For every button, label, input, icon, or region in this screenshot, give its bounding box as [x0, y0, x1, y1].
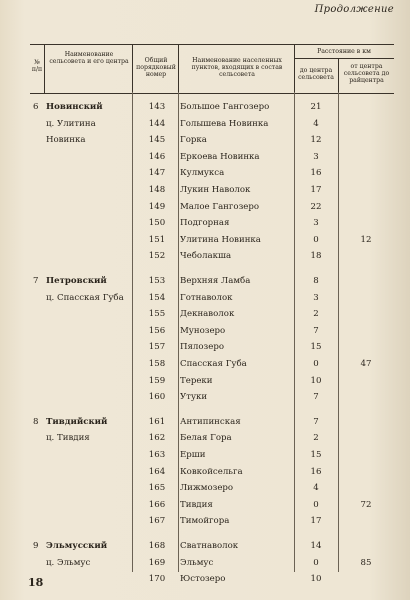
place-name: Антипинская	[180, 416, 241, 427]
table-row	[0, 100, 410, 117]
distance-to-center: 7	[313, 392, 319, 403]
place-name: Тимойгора	[180, 516, 230, 527]
table-row	[0, 324, 410, 341]
place-name: Горка	[180, 135, 207, 146]
table-row	[0, 117, 410, 134]
place-name: Белая Гора	[180, 433, 232, 444]
council-name: Тивдийский	[46, 416, 108, 427]
place-name: Эльмус	[180, 557, 214, 568]
distance-to-center: 14	[310, 541, 322, 551]
serial-number: 148	[148, 185, 166, 195]
place-name: Мунозеро	[180, 325, 226, 336]
place-name: Пялозеро	[180, 342, 224, 353]
distance-to-center: 3	[313, 292, 319, 303]
serial-number: 149	[148, 201, 166, 212]
place-name: Юстозеро	[180, 574, 226, 585]
header-no: № п/п	[31, 59, 43, 73]
distance-to-center: 4	[313, 483, 319, 494]
distance-to-center: 4	[313, 118, 319, 129]
serial-number: 161	[148, 416, 166, 427]
place-name: Малое Гангозеро	[180, 201, 260, 212]
distance-to-center: 10	[310, 574, 322, 585]
distance-to-center: 15	[310, 450, 322, 460]
header-to-center: до центра сельсовета	[298, 67, 334, 81]
header-serial: Общий порядковый номер	[136, 57, 176, 78]
distance-to-center: 17	[310, 185, 322, 195]
place-name: Тивдия	[180, 499, 213, 510]
serial-number: 159	[148, 375, 166, 386]
table-row	[0, 274, 410, 291]
serial-number: 156	[148, 325, 166, 336]
row-number: 6	[33, 102, 39, 112]
distance-to-center: 3	[313, 151, 319, 162]
table-row	[0, 183, 410, 200]
serial-number: 165	[148, 483, 166, 494]
table-row	[0, 481, 410, 498]
serial-number: 151	[148, 234, 166, 245]
table-row	[0, 556, 410, 573]
header-distance: Расстояние в км	[317, 48, 371, 55]
table-row	[0, 465, 410, 482]
serial-number: 163	[148, 450, 166, 460]
table-row	[0, 166, 410, 183]
table-row	[0, 233, 410, 250]
council-center: ц. Эльмус	[46, 557, 91, 568]
distance-to-center: 8	[313, 276, 319, 286]
place-name: Сватнаволок	[180, 541, 239, 551]
distance-to-center: 16	[310, 466, 322, 477]
serial-number: 158	[148, 359, 166, 369]
distance-to-center: 2	[313, 309, 319, 320]
table-row	[0, 498, 410, 515]
table-row	[0, 448, 410, 465]
table-row	[0, 291, 410, 308]
table-row	[0, 415, 410, 432]
council-center: ц. Улитина	[46, 118, 96, 129]
place-name: Лукин Наволок	[180, 185, 251, 195]
distance-to-center: 22	[310, 201, 322, 212]
distance-to-district: 72	[360, 499, 372, 510]
distance-to-center: 17	[310, 516, 322, 527]
distance-to-center: 16	[310, 168, 322, 179]
distance-to-district: 12	[360, 234, 372, 245]
page-number: 18	[28, 576, 44, 589]
table-header	[30, 44, 394, 94]
header-council: Наименование сельсовета и его центра	[49, 51, 129, 65]
table-row	[0, 133, 410, 150]
place-name: Спасская Губа	[180, 359, 247, 369]
place-name: Готнаволок	[180, 292, 233, 303]
table-row	[0, 357, 410, 374]
serial-number: 168	[148, 541, 166, 551]
distance-to-center: 7	[313, 325, 319, 336]
place-name: Голышева Новинка	[180, 118, 269, 129]
table-row	[0, 150, 410, 167]
serial-number: 162	[148, 433, 166, 444]
serial-number: 145	[148, 135, 166, 146]
table-row	[0, 539, 410, 556]
serial-number: 170	[148, 574, 166, 585]
serial-number: 155	[148, 309, 166, 320]
place-name: Утуки	[180, 392, 208, 403]
distance-to-center: 0	[313, 359, 319, 369]
place-name: Улитина Новинка	[180, 234, 261, 245]
council-center: Новинка	[46, 135, 86, 146]
continued-label: Продолжение	[314, 4, 394, 15]
distance-to-center: 10	[310, 375, 322, 386]
serial-number: 160	[148, 392, 166, 403]
place-name: Лижмозеро	[180, 483, 234, 494]
distance-to-center: 21	[310, 102, 322, 112]
serial-number: 169	[148, 557, 166, 568]
table-row	[0, 390, 410, 407]
serial-number: 147	[148, 168, 166, 179]
serial-number: 152	[148, 251, 166, 262]
table-row	[0, 514, 410, 531]
distance-to-center: 18	[310, 251, 322, 262]
table-row	[0, 572, 410, 589]
header-to-district: от центра сельсовета до райцентра	[343, 63, 390, 84]
distance-to-center: 0	[313, 234, 319, 245]
header-places: Наименование населенных пунктов, входящих в состав сельсовета	[191, 57, 283, 78]
table-row	[0, 200, 410, 217]
place-name: Еркоева Новинка	[180, 151, 260, 162]
row-number: 9	[33, 541, 39, 551]
serial-number: 153	[148, 276, 166, 286]
table-row	[0, 374, 410, 391]
council-center: ц. Спасская Губа	[46, 292, 124, 303]
serial-number: 167	[148, 516, 166, 527]
distance-to-district: 85	[360, 557, 372, 568]
serial-number: 150	[148, 218, 166, 229]
table-row	[0, 340, 410, 357]
council-center: ц. Тивдия	[46, 433, 90, 444]
table-row	[0, 431, 410, 448]
serial-number: 164	[148, 466, 166, 477]
place-name: Декнаволок	[180, 309, 235, 320]
place-name: Большое Гангозеро	[180, 102, 270, 112]
council-name: Новинский	[46, 102, 103, 112]
distance-to-center: 0	[313, 557, 319, 568]
serial-number: 143	[148, 102, 166, 112]
table-row	[0, 216, 410, 233]
distance-to-center: 15	[310, 342, 322, 353]
serial-number: 154	[148, 292, 166, 303]
distance-to-center: 7	[313, 416, 319, 427]
distance-to-center: 3	[313, 218, 319, 229]
place-name: Ковкойсельга	[180, 466, 243, 477]
distance-to-district: 47	[360, 359, 372, 369]
distance-to-center: 0	[313, 499, 319, 510]
place-name: Верхняя Ламба	[180, 276, 251, 286]
place-name: Подгорная	[180, 218, 230, 229]
row-number: 7	[33, 276, 39, 286]
table-row	[0, 249, 410, 266]
serial-number: 144	[148, 118, 166, 129]
table-row	[0, 307, 410, 324]
serial-number: 166	[148, 499, 166, 510]
council-name: Эльмусский	[46, 541, 108, 551]
place-name: Ерши	[180, 450, 206, 460]
place-name: Тереки	[180, 375, 213, 386]
row-number: 8	[33, 416, 39, 427]
distance-to-center: 2	[313, 433, 319, 444]
distance-to-center: 12	[310, 135, 322, 146]
council-name: Петровский	[46, 276, 107, 286]
serial-number: 146	[148, 151, 166, 162]
place-name: Чеболакша	[180, 251, 232, 262]
place-name: Кулмукса	[180, 168, 225, 179]
serial-number: 157	[148, 342, 166, 353]
